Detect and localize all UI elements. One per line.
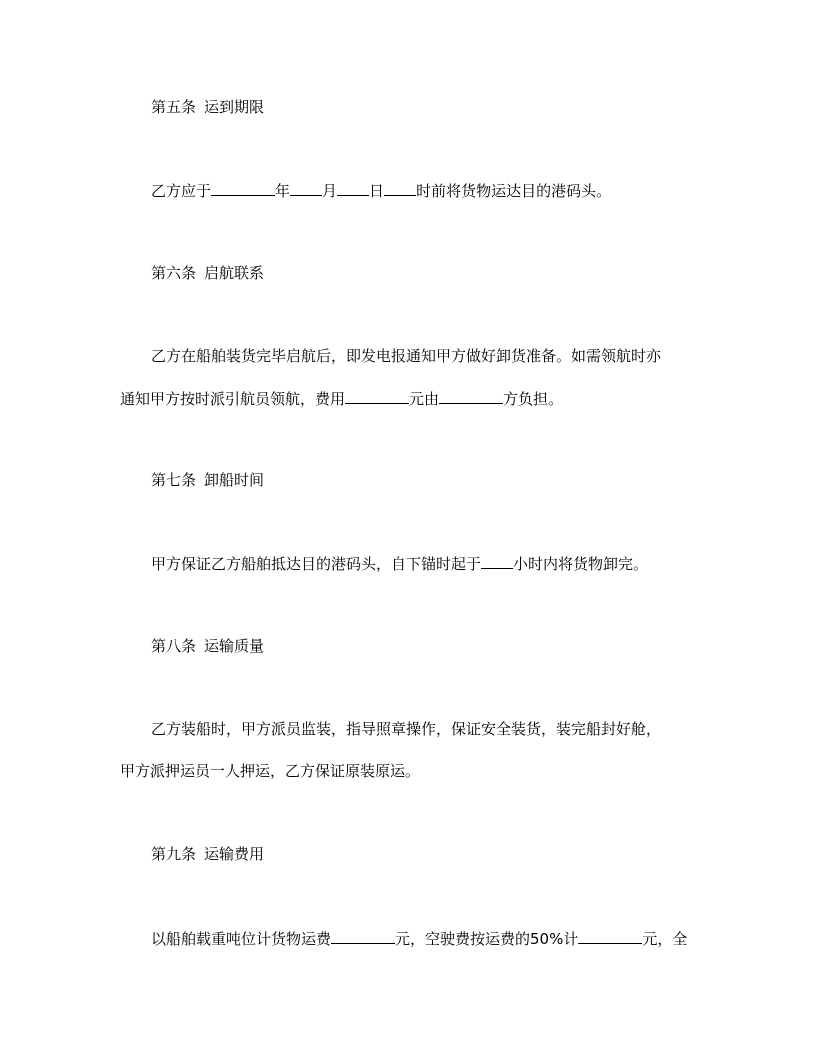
section-8-heading — [151, 636, 816, 656]
text-segment: 元，全 — [642, 930, 688, 948]
section-6-paragraph-line-2 — [120, 388, 816, 409]
freight-blank — [331, 928, 395, 944]
text-segment: 月 — [322, 182, 338, 200]
text-segment: 年 — [275, 182, 291, 200]
section-5-number: 第五条 — [151, 98, 197, 116]
text-segment: 乙方应于 — [151, 182, 212, 200]
section-7-number: 第七条 — [151, 471, 197, 489]
section-5-title: 运到期限 — [204, 98, 265, 116]
fee-blank — [345, 388, 409, 404]
section-6-title: 启航联系 — [204, 264, 265, 282]
text-segment: 以船舶载重吨位计货物运费 — [151, 930, 332, 948]
empty-run-fee-blank — [578, 928, 642, 944]
text-segment: 元，空驶费按运费的50%计 — [395, 930, 579, 948]
section-9-paragraph — [151, 928, 816, 949]
text-segment: 元由 — [409, 390, 440, 408]
section-7-paragraph — [151, 553, 816, 574]
section-6-number: 第六条 — [151, 264, 197, 282]
hour-blank — [384, 180, 416, 196]
text-segment: 日 — [369, 182, 385, 200]
section-8-paragraph-line-1: 乙方装船时，甲方派员监装，指导照章操作，保证安全装货，装完船封好舱， — [151, 720, 662, 738]
text-segment: 小时内将货物卸完。 — [513, 555, 649, 573]
month-blank — [290, 180, 322, 196]
hours-blank — [481, 553, 513, 569]
text-segment: 甲方保证乙方船舶抵达目的港码头，自下锚时起于 — [151, 555, 482, 573]
section-6-heading — [151, 263, 816, 283]
section-7-title: 卸船时间 — [204, 471, 265, 489]
day-blank — [337, 180, 369, 196]
text-segment: 通知甲方按时派引航员领航，费用 — [120, 390, 346, 408]
section-7-heading — [151, 470, 816, 490]
section-9-title: 运输费用 — [204, 845, 265, 863]
section-5-heading — [151, 97, 816, 117]
text-segment: 时前将货物运达目的港码头。 — [416, 182, 612, 200]
section-9-heading — [151, 844, 816, 864]
section-8-number: 第八条 — [151, 637, 197, 655]
year-blank — [211, 180, 275, 196]
section-9-number: 第九条 — [151, 845, 197, 863]
party-blank — [439, 388, 503, 404]
section-5-paragraph — [151, 180, 816, 201]
text-segment: 方负担。 — [503, 390, 564, 408]
section-6-paragraph-line-1: 乙方在船舶装货完毕启航后，即发电报通知甲方做好卸货准备。如需领航时亦 — [151, 347, 662, 365]
section-8-paragraph-line-2: 甲方派押运员一人押运，乙方保证原装原运。 — [120, 762, 421, 780]
section-8-title: 运输质量 — [204, 637, 265, 655]
